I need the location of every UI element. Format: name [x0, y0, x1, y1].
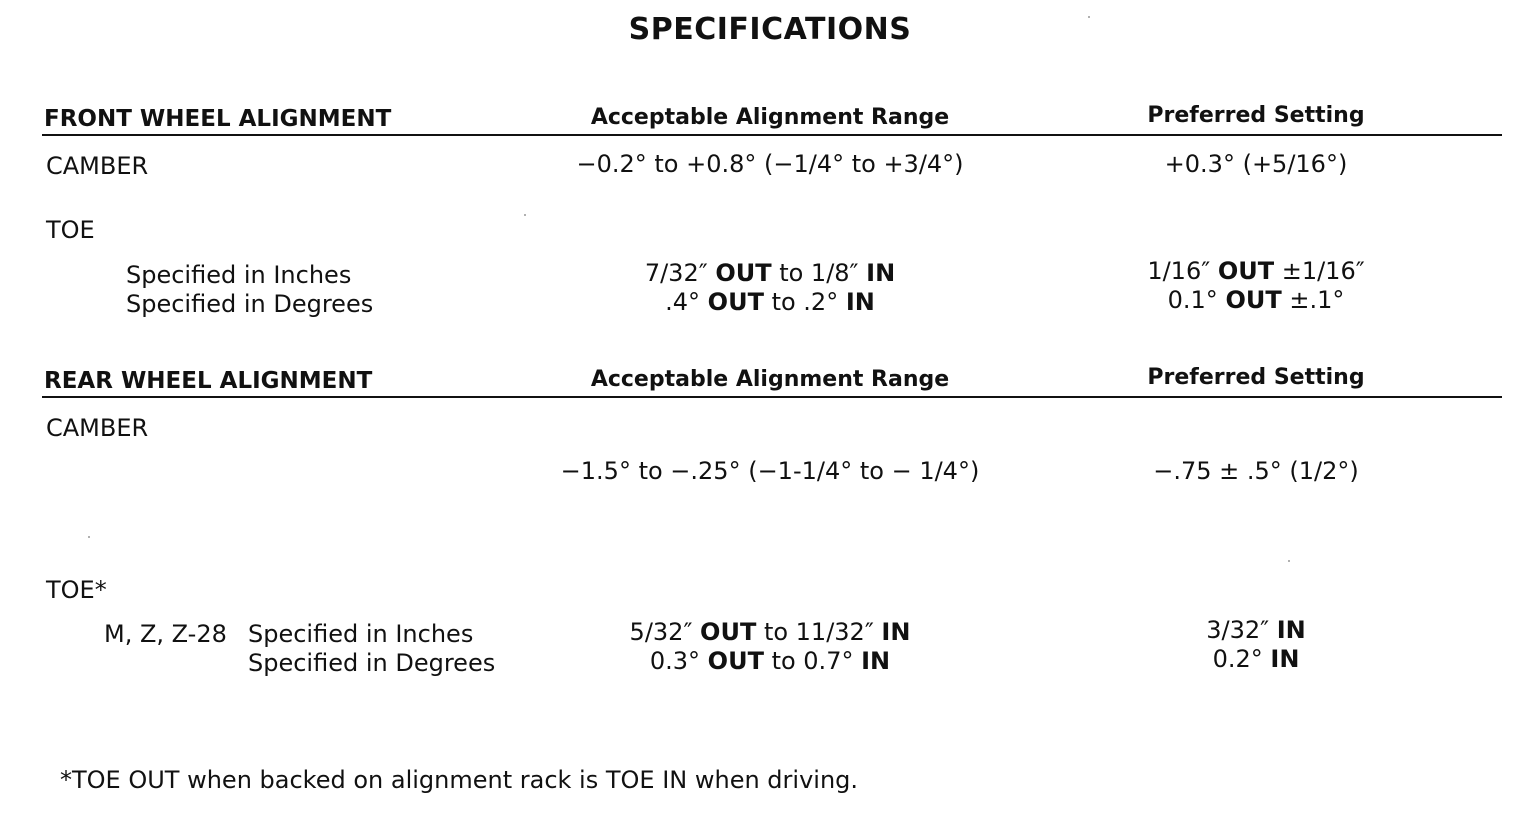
scan-speck [88, 536, 90, 538]
front-toe-label: TOE [46, 216, 95, 244]
rear-degrees-preferred: 0.2° IN [1212, 645, 1300, 673]
scan-speck [1088, 16, 1090, 18]
front-degrees-range: .4° OUT to .2° IN [665, 288, 875, 316]
rear-inches-range: 5/32″ OUT to 11/32″ IN [629, 618, 911, 646]
front-preferred-column-heading: Preferred Setting [1147, 103, 1365, 128]
front-header-rule [42, 134, 1502, 136]
scan-speck [1288, 560, 1290, 562]
rear-camber-range: −1.5° to −.25° (−1-1/4° to − 1/4°) [560, 457, 980, 485]
rear-inches-preferred: 3/32″ IN [1206, 616, 1306, 644]
front-camber-range: −0.2° to +0.8° (−1/4° to +3/4°) [576, 150, 964, 178]
rear-degrees-label: Specified in Degrees [248, 649, 496, 677]
front-degrees-label: Specified in Degrees [126, 290, 374, 318]
rear-preferred-column-heading: Preferred Setting [1147, 365, 1365, 390]
front-inches-preferred: 1/16″ OUT ±1/16″ [1147, 257, 1365, 285]
rear-camber-preferred: −.75 ± .5° (1/2°) [1153, 457, 1359, 485]
front-inches-range: 7/32″ OUT to 1/8″ IN [644, 259, 896, 287]
rear-range-column-heading: Acceptable Alignment Range [590, 367, 950, 392]
scan-speck [524, 214, 526, 216]
toe-footnote: *TOE OUT when backed on alignment rack is TOE IN when driving. [60, 766, 859, 794]
rear-header-rule [42, 396, 1502, 398]
rear-camber-label: CAMBER [46, 414, 149, 442]
front-degrees-preferred: 0.1° OUT ±.1° [1167, 286, 1345, 314]
rear-toe-label: TOE* [46, 576, 107, 604]
front-range-column-heading: Acceptable Alignment Range [590, 105, 950, 130]
front-inches-label: Specified in Inches [126, 261, 352, 289]
rear-inches-label: Specified in Inches [248, 620, 474, 648]
rear-degrees-range: 0.3° OUT to 0.7° IN [649, 647, 891, 675]
front-section-heading: FRONT WHEEL ALIGNMENT [44, 106, 392, 132]
front-camber-label: CAMBER [46, 152, 149, 180]
rear-toe-models: M, Z, Z-28 [104, 620, 227, 648]
front-camber-preferred: +0.3° (+5/16°) [1164, 150, 1348, 178]
page-title: SPECIFICATIONS [628, 12, 912, 47]
rear-section-heading: REAR WHEEL ALIGNMENT [44, 368, 373, 394]
